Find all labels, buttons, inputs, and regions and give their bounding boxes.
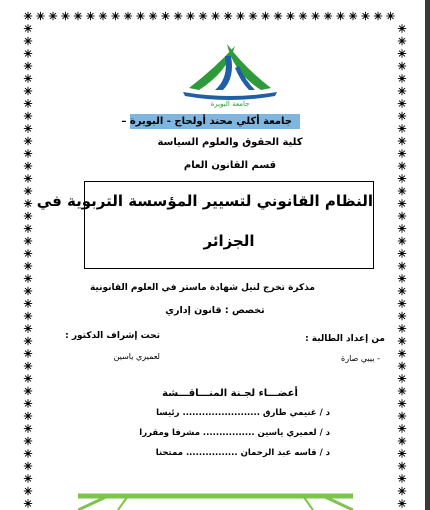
university-name-text: جامعة أكلي محند أولحاج - البويرة [129, 116, 292, 127]
logo-caption: جامعة البويرة [210, 100, 250, 108]
university-dash: – [121, 116, 127, 127]
university-name [121, 114, 300, 129]
thesis-title-line-2: الجزائر [203, 232, 255, 250]
jury-member: د / غنيمي طارق ........................ رئيسا [156, 408, 330, 418]
jury-member: د / لعميري ياسين ................ مشرفا ومقررا [139, 428, 330, 438]
department-name: قسم القانون العام [183, 160, 277, 171]
faculty-name: كلية الحقوق والعلوم السياسة [157, 137, 303, 148]
jury-member: د / قاسه عبد الرحمان ................ ممتحنا [155, 448, 330, 458]
thesis-title-line-1: النظام القانوني لتسيير المؤسسة التربوية في [36, 192, 373, 210]
prepared-by-label: من إعداد الطالبة : [305, 334, 385, 344]
student-name: - بيبي صارة [341, 354, 380, 363]
supervisor-name: لعميري ياسين [113, 352, 160, 361]
specialization: تخصص : قانون إداري [165, 305, 265, 316]
bottom-decoration [78, 488, 353, 510]
memo-purpose: مذكرة تخرج لنيل شهادة ماستر في العلوم القانونية [89, 283, 315, 293]
supervisor-label: تحت إشراف الدكتور : [65, 331, 160, 341]
jury-title: أعضـــاء لجـنة المنـــاقـــشة [162, 388, 298, 399]
university-logo [175, 38, 285, 108]
thesis-title-box [36, 181, 374, 269]
scrollbar-edge [425, 0, 430, 510]
